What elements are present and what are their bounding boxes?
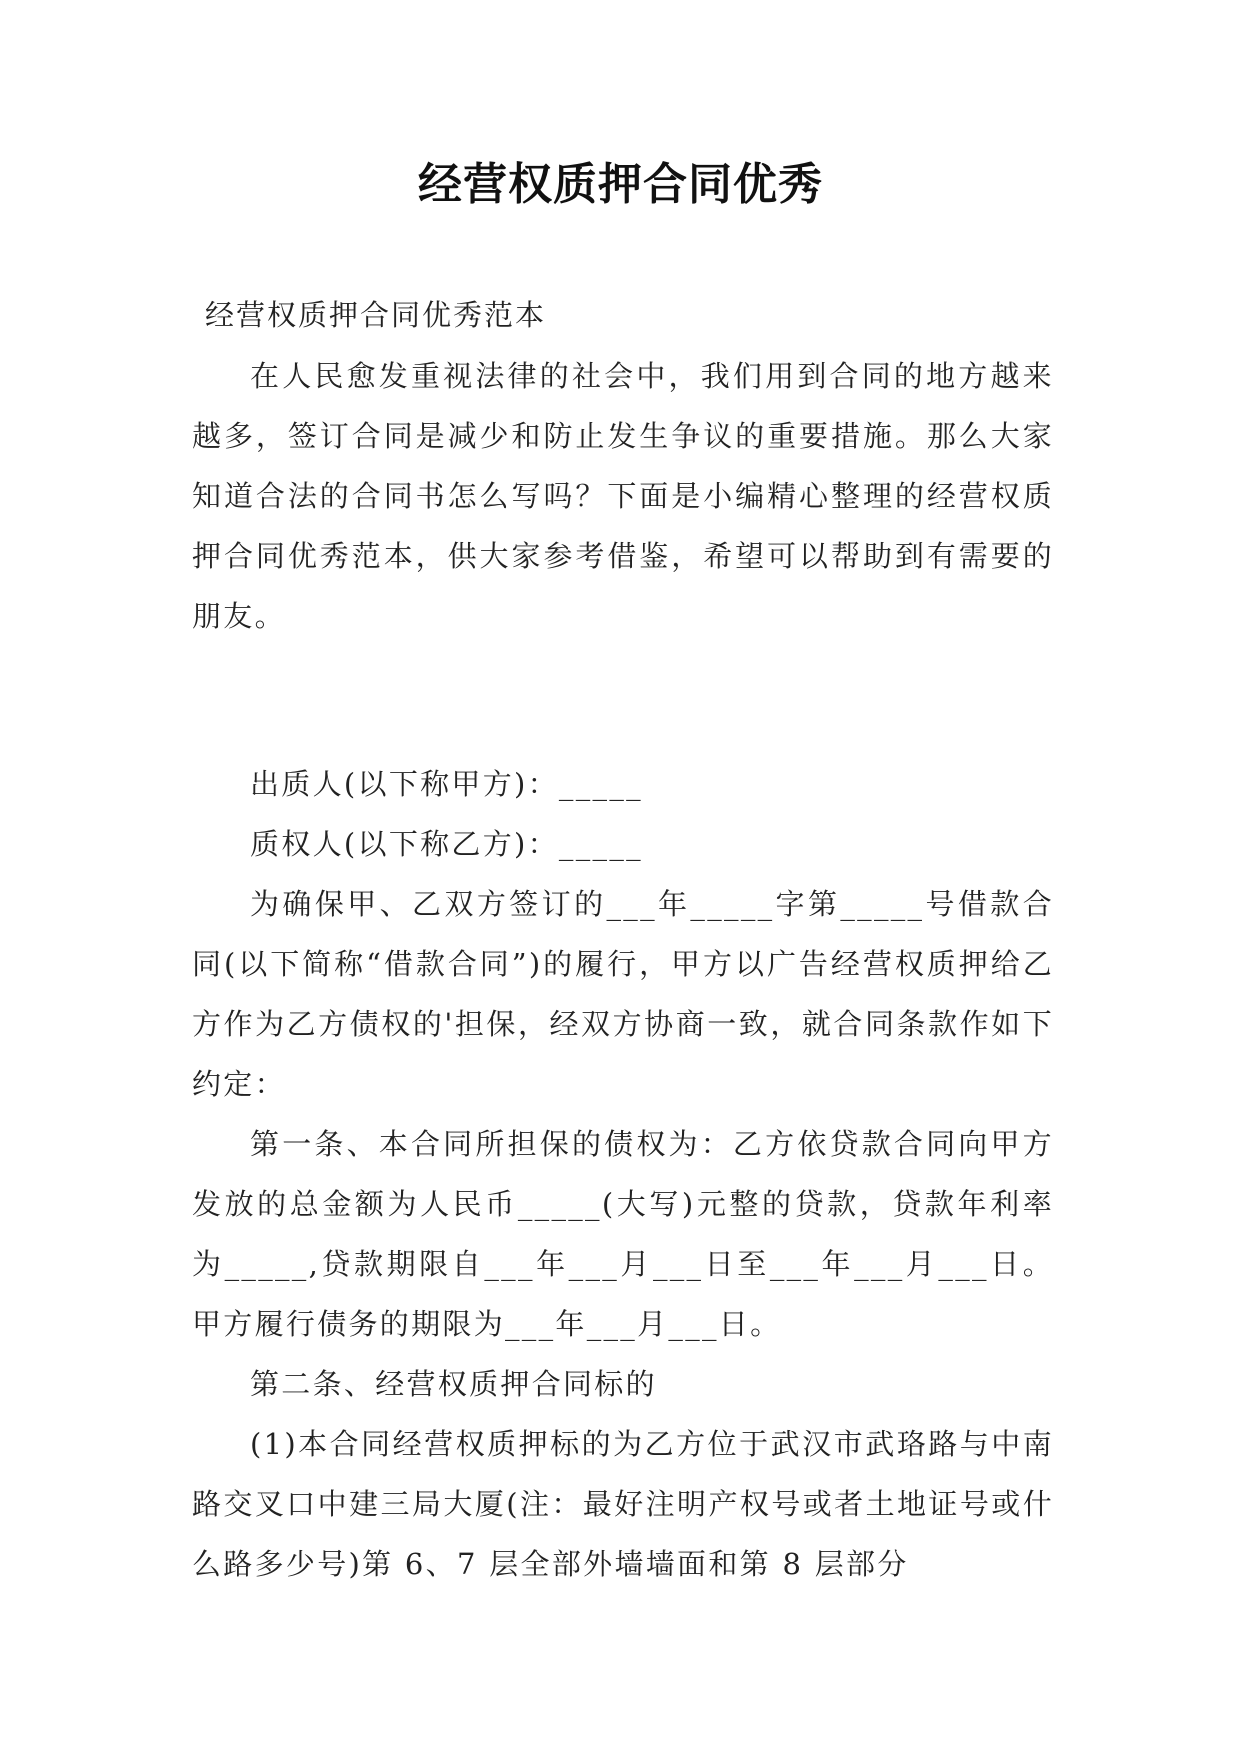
document-subtitle: 经营权质押合同优秀范本 [205, 298, 547, 332]
article-2-clause-1: (1)本合同经营权质押标的为乙方位于武汉市武珞路与中南路交叉口中建三局大厦(注：最好注明产权号或者土地证号或什么路多少号)第 6、7 层全部外墙墙面和第 8 层部分 [192, 1427, 1054, 1581]
contract-body [192, 754, 1054, 1594]
pledgor-line: 出质人(以下称甲方)：_____ [250, 767, 643, 801]
pledgee-line: 质权人(以下称乙方)：_____ [250, 827, 643, 861]
preamble-paragraph: 为确保甲、乙双方签订的___年_____字第_____号借款合同(以下简称“借款合同”)的履行，甲方以广告经营权质押给乙方作为乙方债权的'担保，经双方协商一致，就合同条款作如下约定： [192, 887, 1054, 1101]
intro-paragraph: 在人民愈发重视法律的社会中，我们用到合同的地方越来越多，签订合同是减少和防止发生争议的重要措施。那么大家知道合法的合同书怎么写吗？下面是小编精心整理的经营权质押合同优秀范本，供大家参考借鉴，希望可以帮助到有需要的朋友。 [192, 359, 1054, 633]
article-2-heading: 第二条、经营权质押合同标的 [250, 1367, 657, 1401]
document-title: 经营权质押合同优秀 [418, 159, 823, 210]
intro-section [192, 346, 1054, 646]
article-1-paragraph: 第一条、本合同所担保的债权为：乙方依贷款合同向甲方发放的总金额为人民币_____(大写)元整的贷款，贷款年利率为_____,贷款期限自___年___月___日至___年___月___日。甲方履行债务的期限为___年___月___日。 [192, 1127, 1054, 1341]
